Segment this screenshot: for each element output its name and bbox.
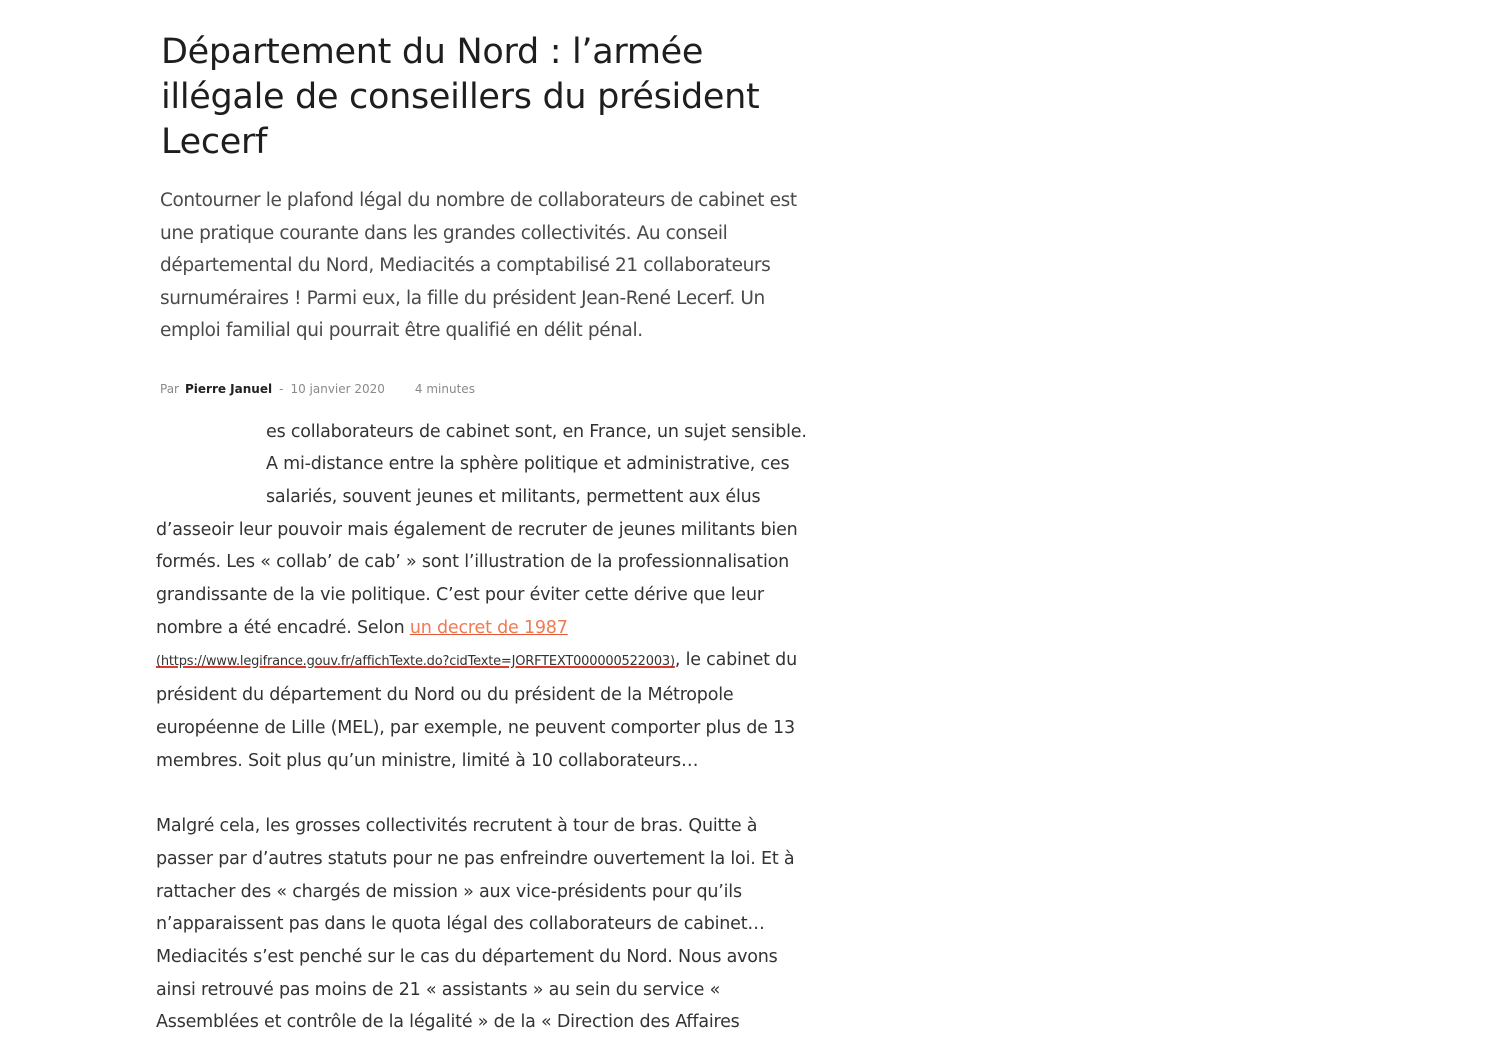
article-lead: Contourner le plafond légal du nombre de collaborateurs de cabinet est une pratique courante dans les grandes collectivités. Au conseil départemental du Nord, Mediacités a comptabilisé 21 collaborateurs surnuméraires ! Parmi eux, la fille du président Jean-René Lecerf. Un emploi familial qui pourrait être qualifié en délit pénal. [160,190,797,341]
publish-date: 10 janvier 2020 [290,381,385,396]
article-paragraph: Malgré cela, les grosses collectivités recrutent à tour de bras. Quitte à passer par d’autres statuts pour ne pas enfreindre ouvertement la loi. Et à rattacher des « chargés de mission » aux vice-présidents pour qu’ils n’apparaissent pas dans le quota légal des collaborateurs de cabinet… Mediacités s’est penché sur le cas du département du Nord. Nous avons ainsi retrouvé pas moins de 21 « assistants » au sein du service « Assemblées et contrôle de la légalité » de la « Direction des Affaires [156,816,795,1033]
paragraph-text: es collaborateurs de cabinet sont, en France, un sujet sensible. A mi-distance entre la sphère politique et administrative, ces salariés, souvent jeunes et militants, permettent aux élus d’asseoir leur pouvoir mais également de recruter de jeunes militants bien formés. Les « collab’ de cab’ » sont l’illustration de la professionnalisation grandissante de la vie politique. C’est pour éviter cette dérive que leur nombre a été encadré. Selon [156,421,807,638]
paragraph-text: , le cabinet du président du département du Nord ou du président de la Métropole européenne de Lille (MEL), par exemple, ne peuvent comporter plus de 13 membres. Soit plus qu’un ministre, limité à 10 collaborateurs… [156,650,797,771]
read-time: 4 minutes [414,381,475,396]
byline-prefix: Par [160,381,179,396]
article-paragraph [156,416,816,778]
decree-link[interactable]: un decret de 1987 [409,617,568,638]
author-name[interactable]: Pierre Januel [184,381,273,396]
decree-link-url[interactable]: (https://www.legifrance.gouv.fr/affichTexte.do?cidTexte=JORFTEXT000000522003) [156,654,675,670]
dropcap-placeholder [156,416,266,514]
article [156,30,816,1039]
article-meta [160,382,816,396]
article-title: Département du Nord : l’armée illégale de conseillers du président Lecerf [161,32,760,162]
meta-separator: - [279,381,284,396]
